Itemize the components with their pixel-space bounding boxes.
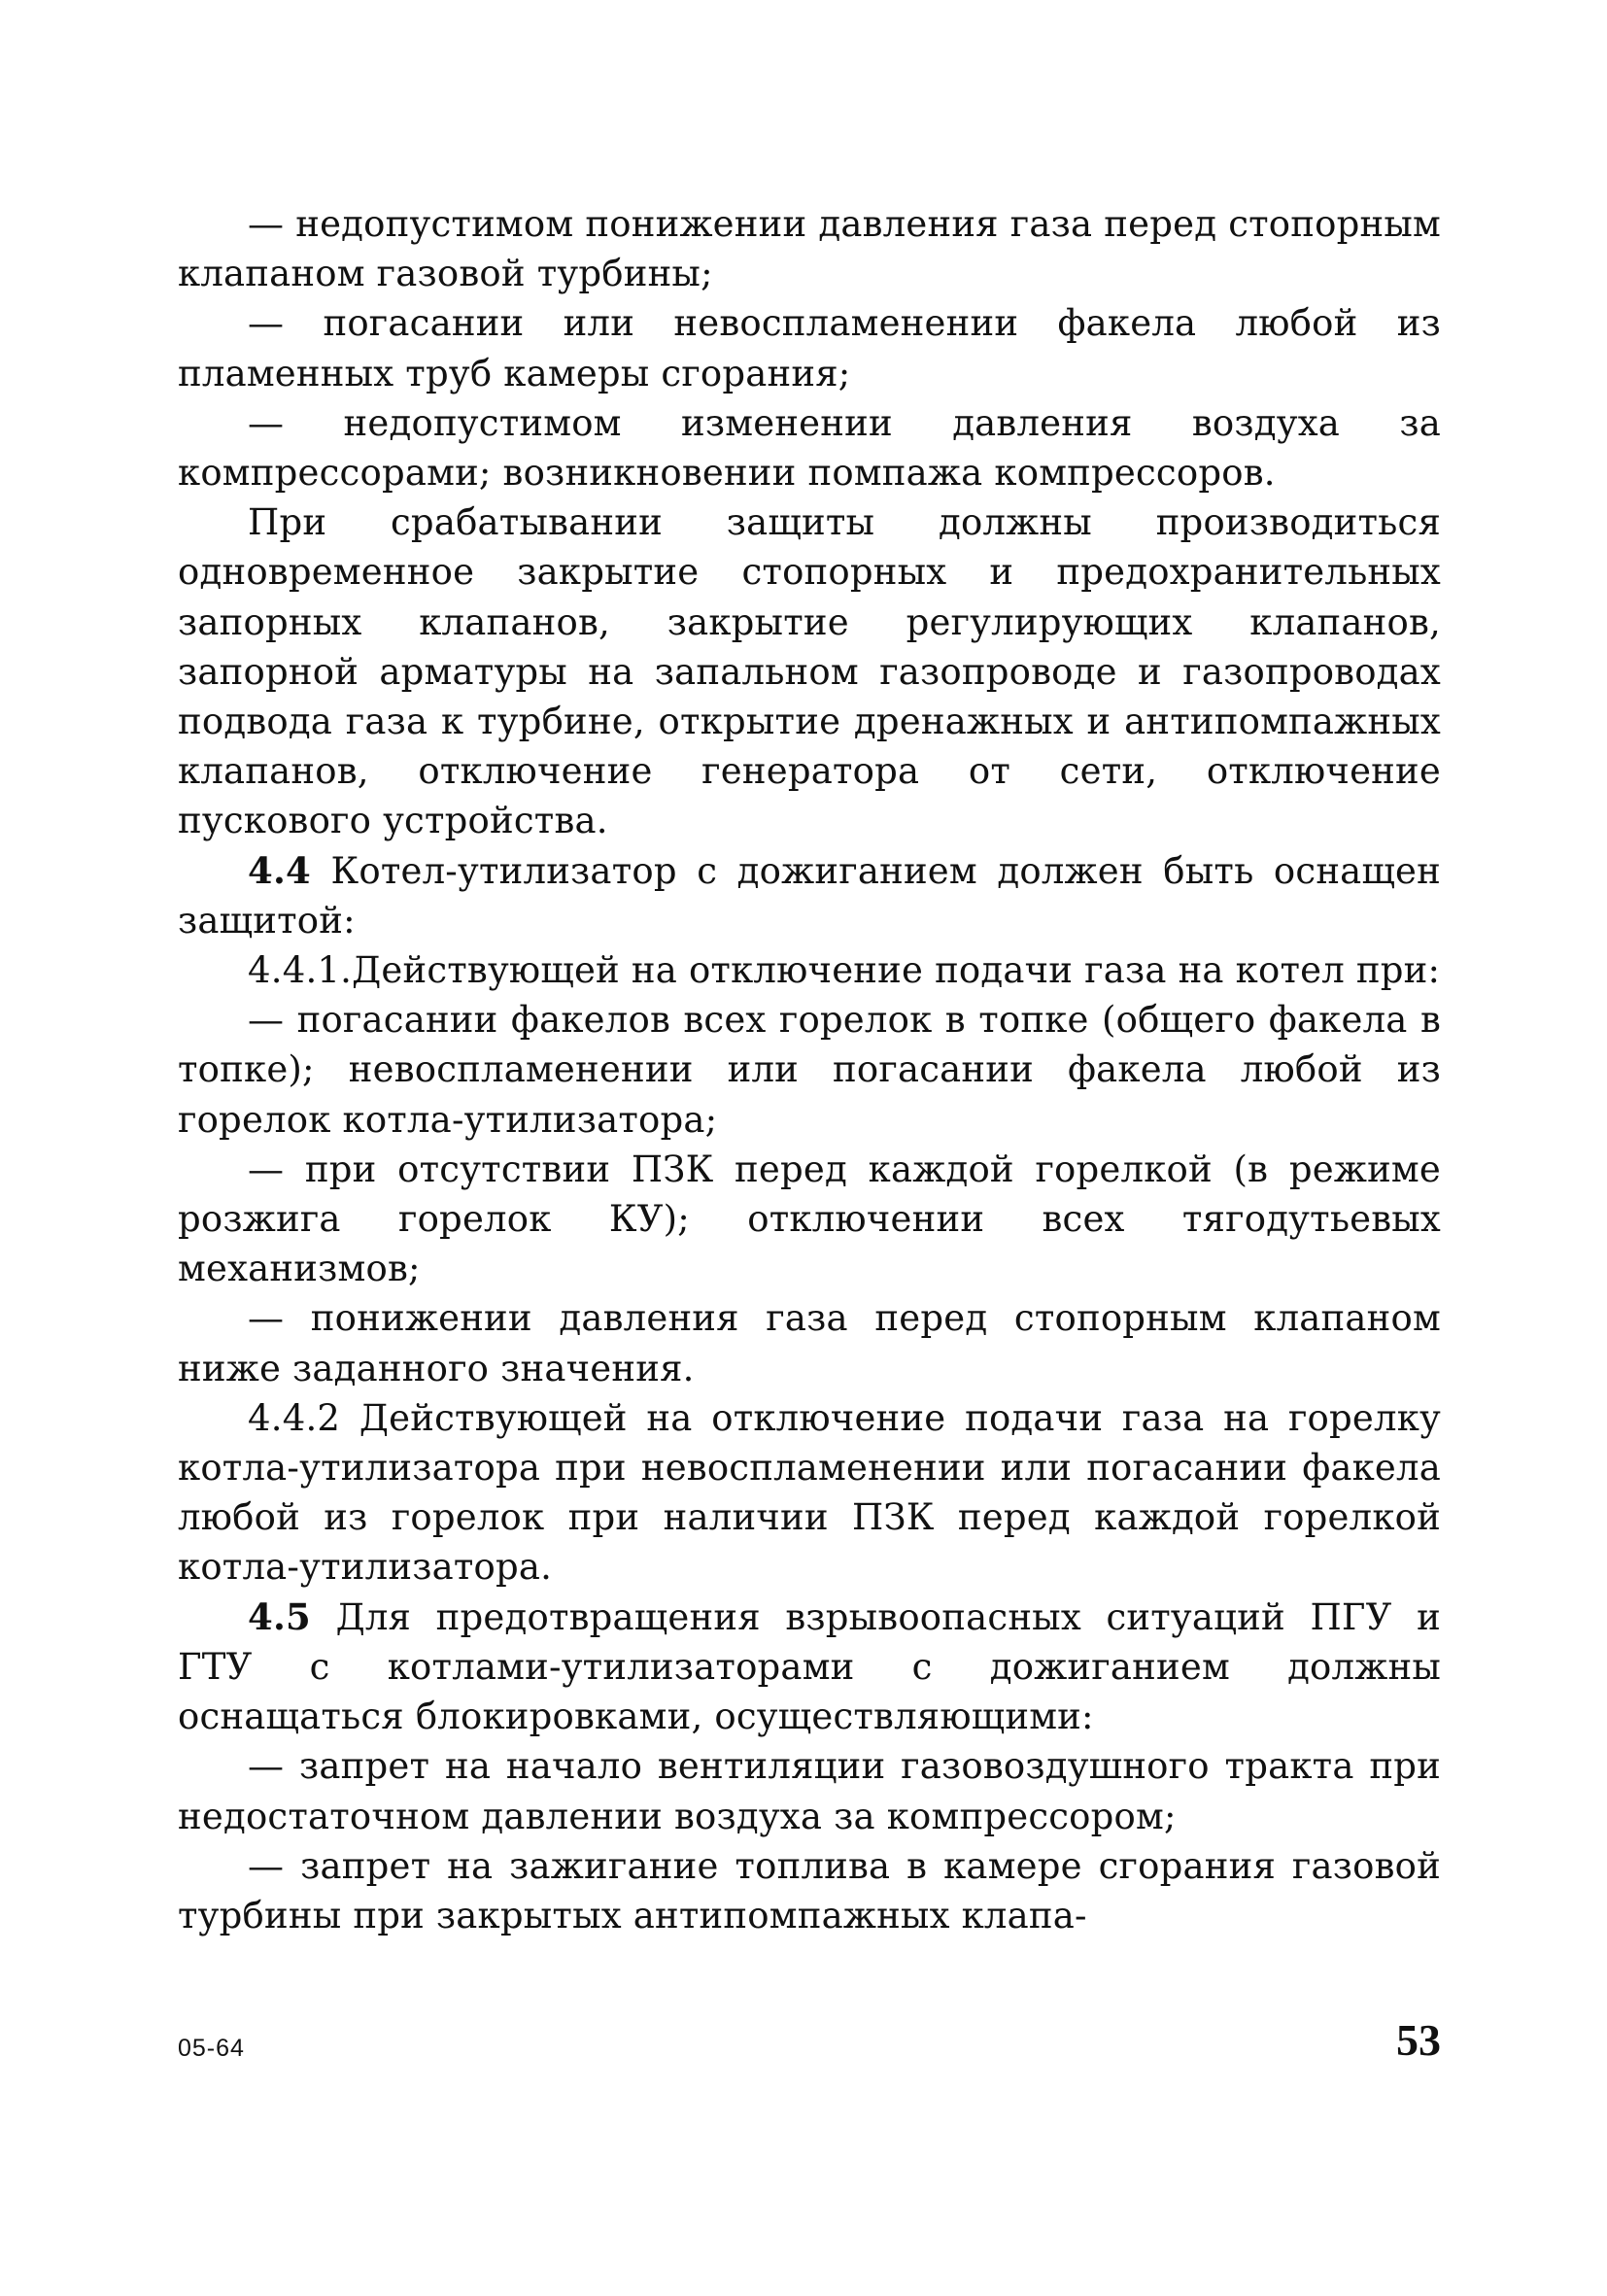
section-number: 4.4 — [248, 848, 311, 892]
paragraph — [178, 298, 1441, 397]
paragraph — [178, 1841, 1441, 1940]
paragraph-text: Котел-утилизатор с дожиганием должен быть оснащен защитой: — [178, 849, 1441, 942]
paragraph — [178, 1145, 1441, 1294]
footer-code: 05-64 — [178, 2035, 245, 2062]
paragraph-text: — недопустимом изменении давления воздуха за компрессорами; возникновении помпажа компрессоров. — [178, 401, 1441, 495]
section-4-5 — [178, 1593, 1441, 1742]
paragraph-text: — недопустимом понижении давления газа перед стопорным клапаном газовой турбины; — [178, 203, 1441, 295]
paragraph-text: — погасании факелов всех горелок в топке (общего факела в топке); невоспламенении или погасании факела любой из горелок котла-утилизатора; — [178, 999, 1441, 1141]
section-number: 4.5 — [248, 1594, 311, 1638]
paragraph-text: 4.4.2 Действующей на отключение подачи газа на горелку котла-утилизатора при невоспламенении или погасании факела любой из горелок при наличии ПЗК перед каждой горелкой котла-утилизатора. — [178, 1396, 1441, 1589]
paragraph-text: — при отсутствии ПЗК перед каждой горелкой (в режиме розжига горелок КУ); отключении всех тягодутьевых механизмов; — [178, 1148, 1441, 1290]
paragraph-text: 4.4.1.Действующей на отключение подачи газа на котел при: — [248, 949, 1441, 992]
page-number: 53 — [1396, 2015, 1441, 2065]
paragraph — [178, 398, 1441, 497]
paragraph-text: При срабатывании защиты должны производиться одновременное закрытие стопорных и предохранительных запорных клапанов, закрытие регулирующих клапанов, запорной арматуры на запальном газопроводе и газопроводах подвода газа к турбине, открытие дренажных и антипомпажных клапанов, отключение генератора от сети, отключение пускового устройства. — [178, 501, 1441, 842]
paragraph — [178, 995, 1441, 1145]
paragraph-text: — погасании или невоспламенении факела любой из пламенных труб камеры сгорания; — [178, 302, 1441, 394]
paragraph — [178, 1741, 1441, 1840]
subsection-4-4-2 — [178, 1393, 1441, 1593]
paragraph-text: Для предотвращения взрывоопасных ситуаций ПГУ и ГТУ с котлами-утилизаторами с дожиганием должны оснащаться блокировками, осуществляющими: — [178, 1595, 1441, 1738]
paragraph — [178, 497, 1441, 845]
paragraph-text: — запрет на начало вентиляции газовоздушного тракта при недостаточном давлении воздуха за компрессором; — [178, 1745, 1441, 1837]
paragraph-text: — понижении давления газа перед стопорным клапаном ниже заданного значения. — [178, 1297, 1441, 1389]
paragraph — [178, 1293, 1441, 1392]
subsection-4-4-1 — [178, 945, 1441, 995]
paragraph-text: — запрет на зажигание топлива в камере сгорания газовой турбины при закрытых антипомпажных клапа- — [178, 1844, 1441, 1936]
paragraph — [178, 199, 1441, 298]
document-body — [178, 199, 1441, 1940]
section-4-4 — [178, 846, 1441, 945]
